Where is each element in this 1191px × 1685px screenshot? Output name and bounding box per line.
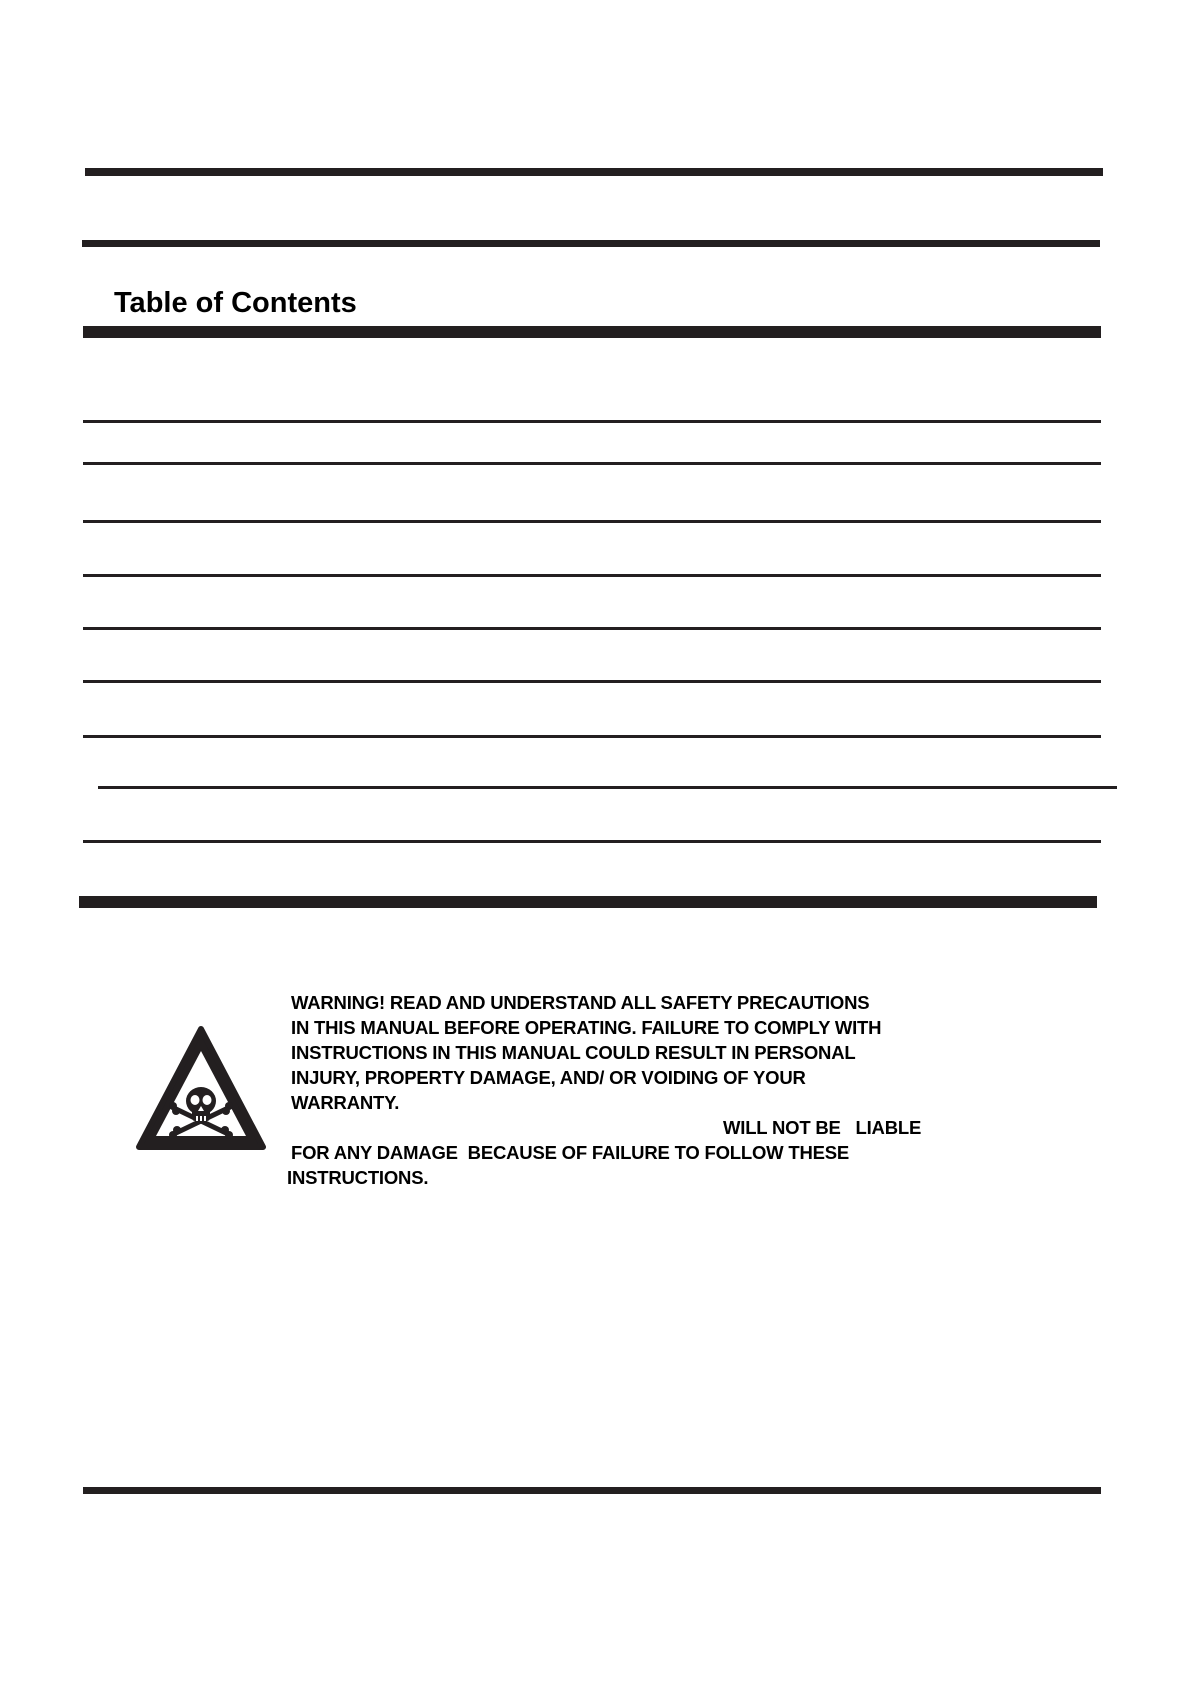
toc-row-divider-5 <box>83 627 1101 630</box>
skull-crossbones-triangle-icon <box>136 1025 266 1153</box>
toc-row-divider-6 <box>83 680 1101 683</box>
toc-row-divider-7 <box>83 735 1101 738</box>
toc-row-divider-3 <box>83 520 1101 523</box>
warning-line-7: FOR ANY DAMAGE BECAUSE OF FAILURE TO FOLLOW THESE <box>291 1142 850 1163</box>
toc-title: Table of Contents <box>114 287 357 319</box>
top-rule-1 <box>85 168 1103 176</box>
toc-row-divider-4 <box>83 574 1101 577</box>
toc-row-divider-9 <box>83 840 1101 843</box>
warning-line-1: WARNING! READ AND UNDERSTAND ALL SAFETY PRECAUTIONS <box>291 992 870 1013</box>
top-rule-2 <box>82 240 1100 247</box>
toc-row-divider-2 <box>83 462 1101 465</box>
bottom-rule <box>83 1487 1101 1494</box>
toc-row-divider-1 <box>83 420 1101 423</box>
warning-line-6: WILL NOT BE LIABLE <box>723 1117 922 1138</box>
warning-line-3: INSTRUCTIONS IN THIS MANUAL COULD RESULT IN PERSONAL <box>291 1042 856 1063</box>
warning-line-4: INJURY, PROPERTY DAMAGE, AND/ OR VOIDING OF YOUR <box>291 1067 806 1088</box>
toc-row-divider-8 <box>98 786 1117 789</box>
warning-line-2: IN THIS MANUAL BEFORE OPERATING. FAILURE TO COMPLY WITH <box>291 1017 882 1038</box>
warning-line-8: INSTRUCTIONS. <box>287 1167 429 1188</box>
toc-footer-rule <box>79 896 1097 908</box>
toc-header-rule <box>83 326 1101 338</box>
warning-line-5: WARRANTY. <box>291 1092 400 1113</box>
